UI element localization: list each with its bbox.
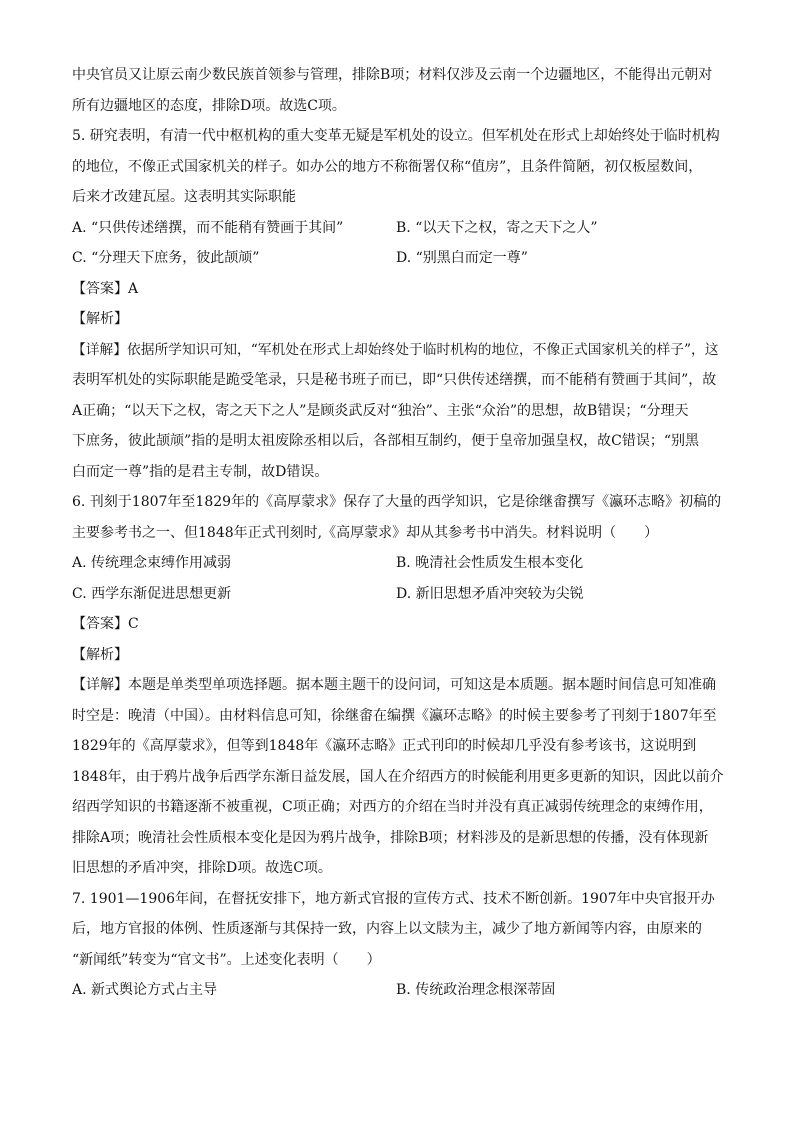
question-stem-line: 后，地方官报的体例、性质逐渐与其保持一致，内容上以文牍为主，减少了地方新闻等内容，由原来的 [72,921,702,937]
previous-explanation-tail [72,60,728,121]
options-row [72,975,728,1006]
detail-line: 绍西学知识的书籍逐渐不被重视，C项正确；对西方的介绍在当时并没有真正减弱传统理念的束缚作用， [72,799,713,815]
detail-line: 表明军机处的实际职能是跪受笔录，只是秘书班子而已，即“只供传述缮撰，而不能稍有赞画于其间”，故 [72,372,717,388]
option-b: B. “以天下之权，寄之天下之人” [396,219,598,236]
option-c: C. “分理天下庶务，彼此颉颃” [72,250,260,266]
question-stem-line: 的地位，不像正式国家机关的样子。如办公的地方不称衙署仅称“值房”，且条件简陋，初仅板屋数间， [72,158,703,175]
document-page [72,60,728,1006]
detail-line: 1829年的《高厚蒙求》，但等到1848年《瀛环志略》正式刊印的时候却几乎没有参考该书，这说明到 [72,738,697,754]
question-7 [72,884,728,1006]
question-stem-line: 7. 1901—1906年间，在督抚安排下，地方新式官报的宣传方式、技术不断创新。1907年中央官报开办 [72,890,715,907]
option-a: A. 传统理念束缚作用减弱 [72,555,232,571]
option-d: D. “别黑白而定一尊” [396,250,528,266]
detail-line: 白而定一尊”指的是君主专制，故D错误。 [72,463,329,480]
detail-line: 旧思想的矛盾冲突，排除D项。故选C项。 [72,860,332,876]
detail-line: 【详解】依据所学知识可知，“军机处在形式上却始终处于临时机构的地位，不像正式国家机关的样子”，这 [72,341,719,358]
detail-line: 【详解】本题是单类型单项选择题。据本题主题干的设问词，可知这是本质题。据本题时间信息可知准确 [72,677,716,693]
option-b: B. 传统政治理念根深蒂固 [396,982,556,998]
question-6 [72,487,728,884]
text-line: 中央官员又让原云南少数民族首领参与管理，排除B项；材料仅涉及云南一个边疆地区，不能得出元朝对 [72,67,713,83]
question-stem-line: 后来才改建瓦屋。这表明其实际职能 [72,189,296,205]
question-stem-line: 6. 刊刻于1807年至1829年的《高厚蒙求》保存了大量的西学知识，它是徐继畬撰写《瀛环志略》初稿的 [72,494,722,510]
options-row [72,579,728,610]
option-d: D. 新旧思想矛盾冲突较为尖锐 [396,585,584,602]
detail-line: 1848年，由于鸦片战争后西学东渐日益发展，国人在介绍西方的时候能利用更多更新的知识，因此以前介 [72,768,724,785]
question-stem-line: 主要参考书之一、但1848年正式刊刻时,《高厚蒙求》却从其参考书中消失。材料说明（ ） [72,524,659,541]
detail-line: 时空是：晚清（中国）。由材料信息可知，徐继畬在编撰《瀛环志略》的时候主要参考了刊刻于1807年至 [72,707,717,724]
options-row [72,213,728,244]
text-line: 所有边疆地区的态度，排除D项。故选C项。 [72,97,346,114]
question-5 [72,121,728,487]
analysis-label: 【解析】 [72,311,128,327]
detail-line: 下庶务，彼此颉颃”指的是明太祖废除丞相以后，各部相互制约，便于皇帝加强皇权，故C错误；“别黑 [72,433,700,449]
option-a: A. “只供传述缮撰，而不能稍有赞画于其间” [72,219,344,236]
analysis-label: 【解析】 [72,646,128,663]
options-row [72,243,728,274]
question-stem-line: 5. 研究表明，有清一代中枢机构的重大变革无疑是军机处的设立。但军机处在形式上却始终处于临时机构 [72,128,720,144]
detail-line: 排除A项；晚清社会性质根本变化是因为鸦片战争，排除B项；材料涉及的是新思想的传播，没有体现新 [72,829,709,846]
answer-label: 【答案】A [72,280,139,297]
option-b: B. 晚清社会性质发生根本变化 [396,555,584,571]
option-c: C. 西学东渐促进思想更新 [72,585,232,602]
detail-line: A正确；“以天下之权，寄之天下之人”是顾炎武反对“独治”、主张“众治”的思想，故B错误；“分理天 [72,402,689,419]
answer-label: 【答案】C [72,616,139,632]
question-stem-line: “新闻纸”转变为“官文书”。上述变化表明（ ） [72,951,381,968]
option-a: A. 新式舆论方式占主导 [72,982,218,998]
options-row [72,548,728,579]
